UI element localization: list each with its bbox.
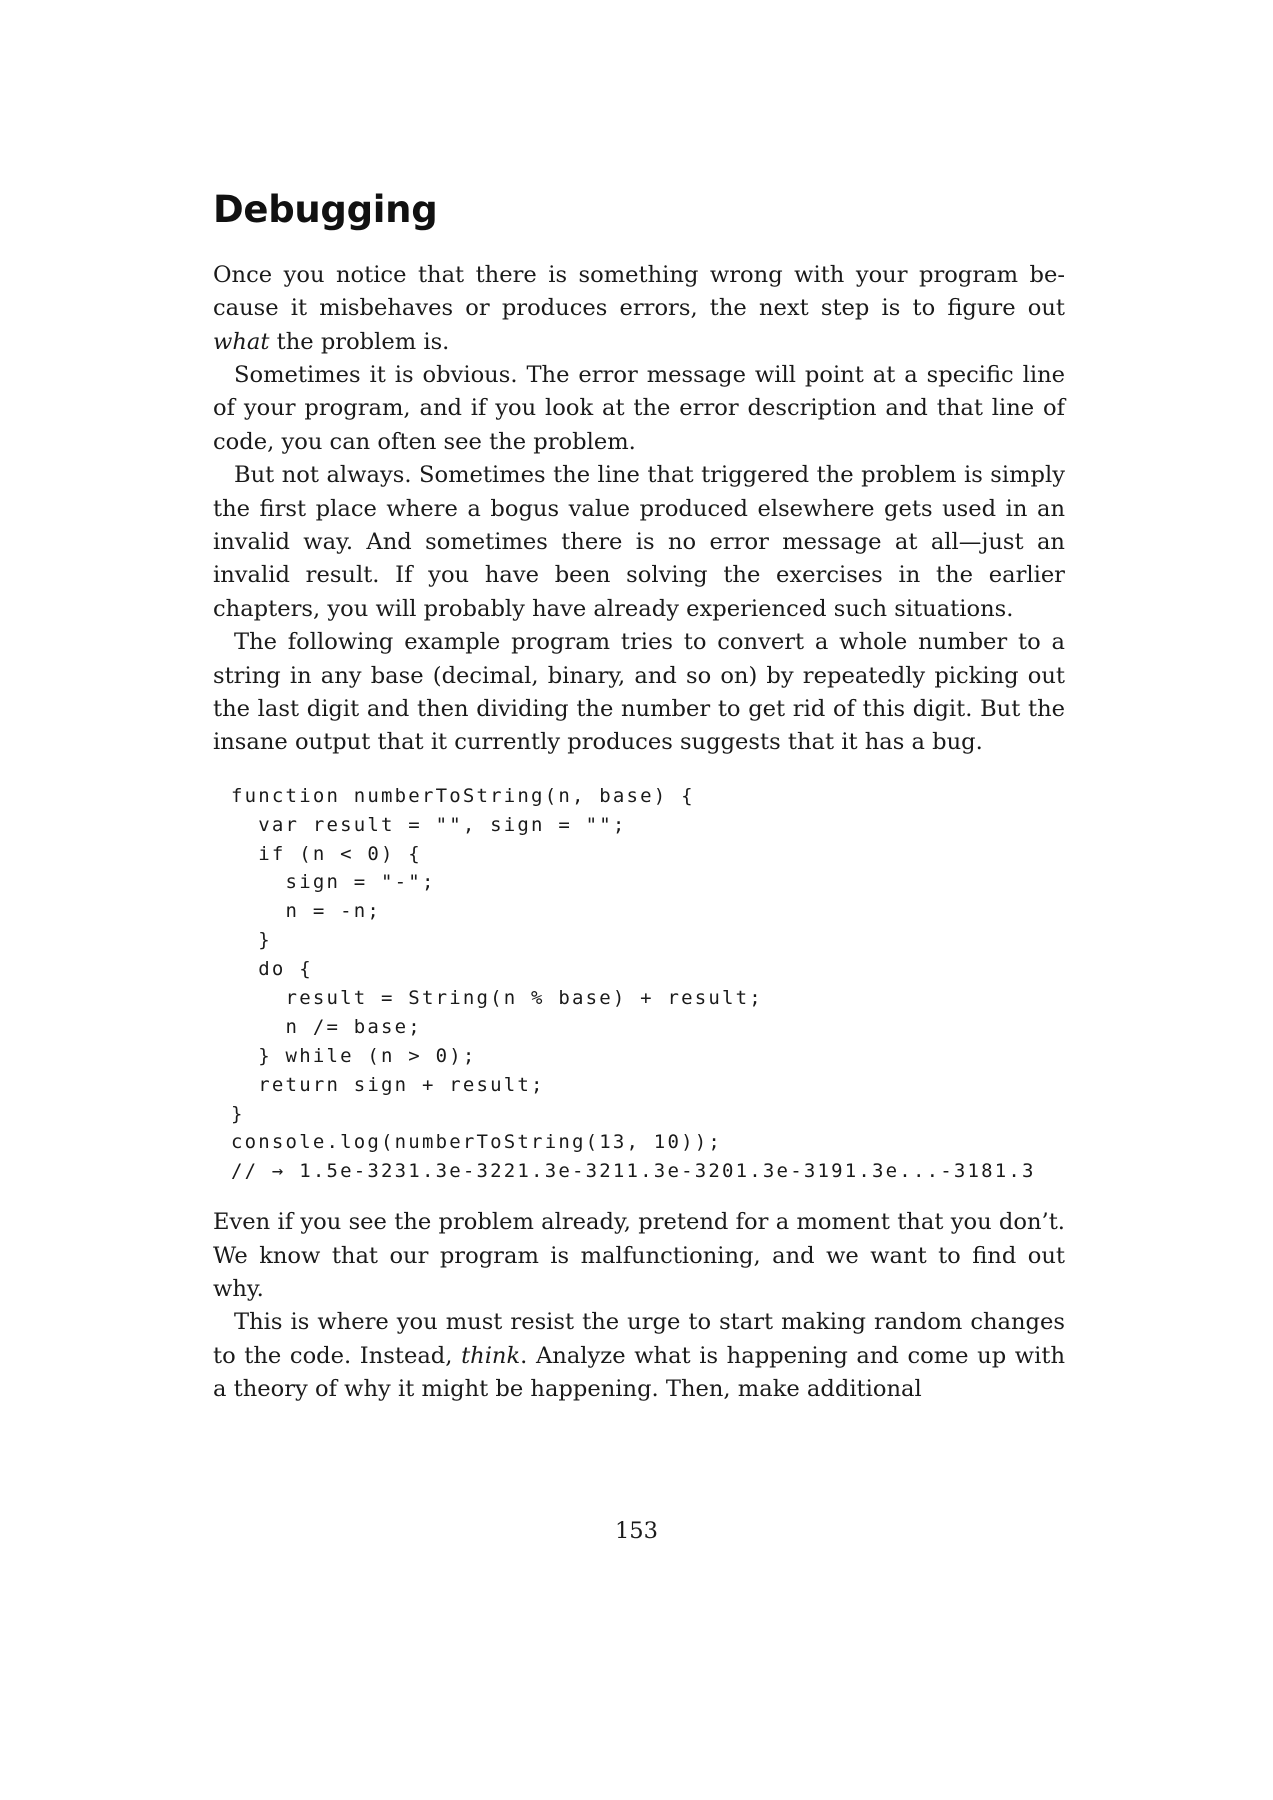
code-line: } while (n > 0); <box>231 1044 477 1067</box>
paragraph-6 <box>213 1306 1065 1406</box>
code-line: n /= base; <box>231 1015 422 1038</box>
paragraph-6-text-a: This is where you must resist the urge to start making random changes to the code. Instead, <box>213 1309 1065 1369</box>
code-line: } <box>231 929 272 952</box>
code-block <box>231 782 1065 1186</box>
code-line: function numberToString(n, base) { <box>231 784 695 807</box>
page-body <box>213 190 1065 1407</box>
section-heading: Debugging <box>213 188 438 231</box>
paragraph-5: Even if you see the problem already, pretend for a moment that you don’t. We know that our program is malfunctioning, and we want to find out why. <box>213 1209 1065 1303</box>
code-line: if (n < 0) { <box>231 842 422 865</box>
paragraph-3: But not always. Sometimes the line that triggered the problem is simply the first place where a bogus value produced elsewhere gets used in an invalid way. And sometimes there is no error message at all—just an invalid result. If you have been solving the exercises in the earlier chapters, you will probably have already experienced such situations. <box>213 462 1065 622</box>
paragraph-1-text-b: the problem is. <box>269 328 450 355</box>
paragraph-2: Sometimes it is obvious. The error message will point at a specific line of your program, and if you look at the error description and that line of code, you can often see the problem. <box>213 361 1065 455</box>
paragraph-6-emphasis: think <box>461 1342 521 1369</box>
paragraph-6-text-b: . Analyze what is happening and come up with a theory of why it might be happening. Then, make additional <box>213 1342 1065 1403</box>
page-number: 153 <box>614 1518 659 1544</box>
code-line: console.log(numberToString(13, 10)); <box>231 1131 723 1154</box>
code-line: do { <box>231 958 313 981</box>
paragraph-4: The following example program tries to convert a whole number to a string in any base (decimal, binary, and so on) by repeatedly picking out the last digit and then dividing the number to get rid of this digit. But the insane output that it currently produces suggests that it has a bug. <box>213 629 1065 756</box>
code-line: result = String(n % base) + result; <box>231 987 763 1010</box>
paragraph-1 <box>213 259 1065 359</box>
code-line: } <box>231 1102 245 1125</box>
paragraph-1-text-a: Once you notice that there is something wrong with your program because it misbehaves or produces errors, the next step is to figure out <box>213 261 1065 322</box>
code-output-comment: // → 1.5e-3231.3e-3221.3e-3211.3e-3201.3e-3191.3e...-3181.3 <box>231 1160 1036 1183</box>
code-line: n = -n; <box>231 900 382 923</box>
paragraph-1-emphasis: what <box>213 328 270 355</box>
code-line: sign = "-"; <box>231 871 436 894</box>
code-line: var result = "", sign = ""; <box>231 813 627 836</box>
code-line: return sign + result; <box>231 1073 545 1096</box>
